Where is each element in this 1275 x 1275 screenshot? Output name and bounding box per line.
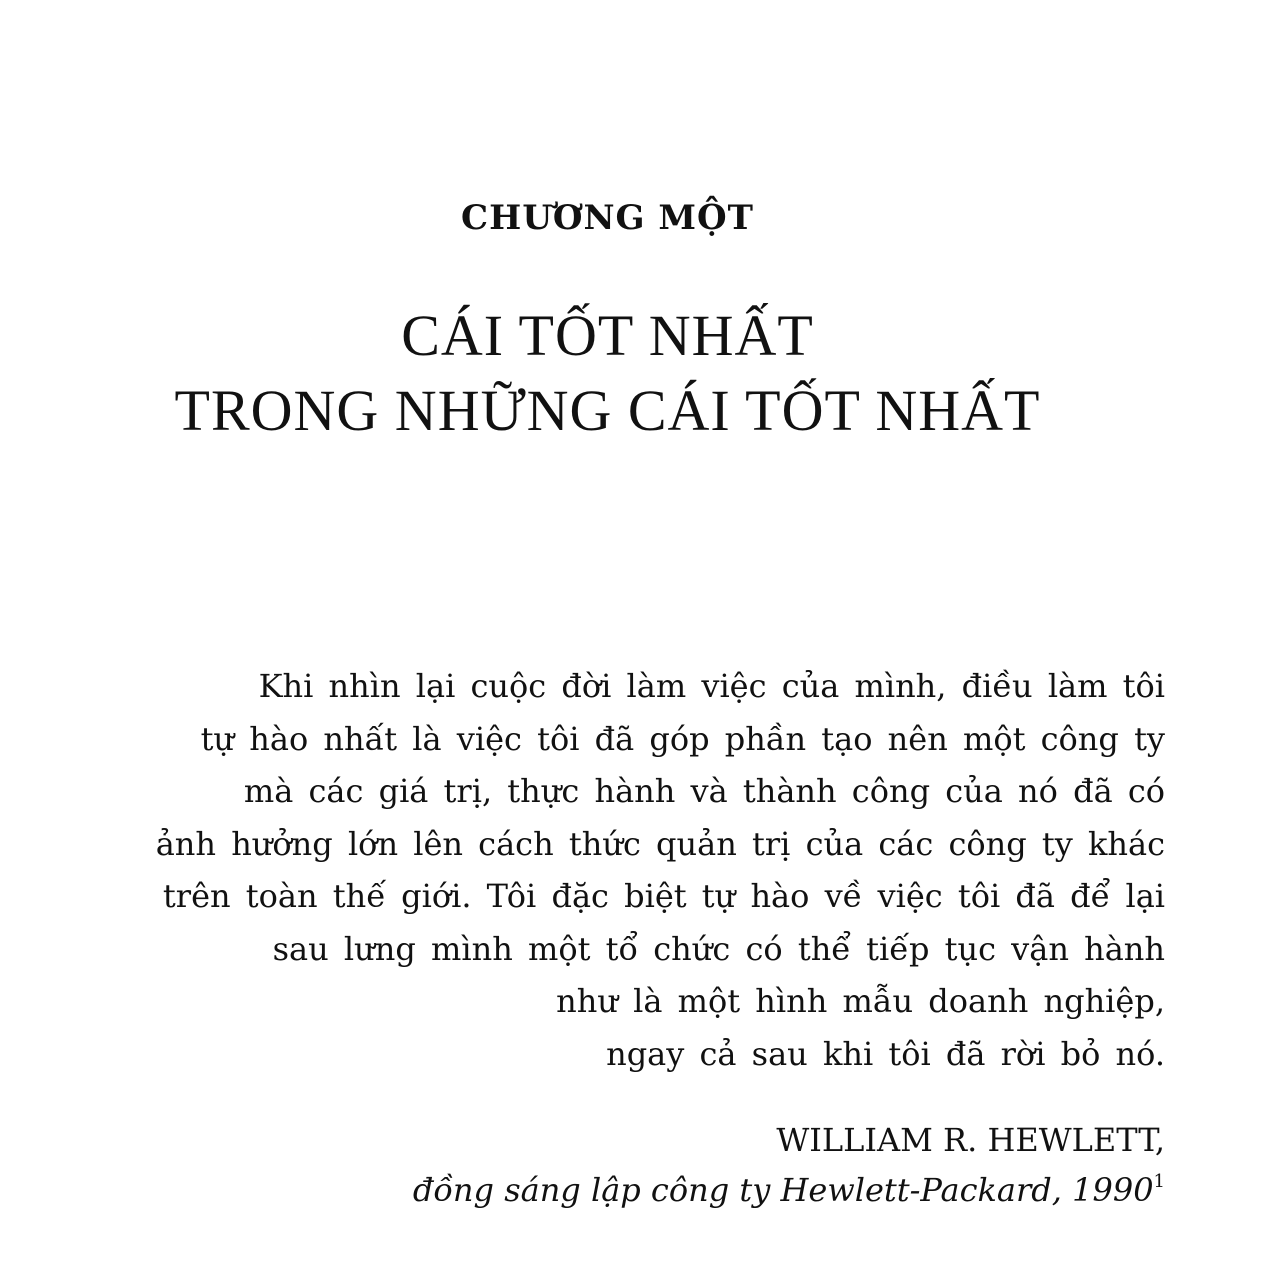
quote-line: sau lưng mình một tổ chức có thể tiếp tục vận hành [272, 929, 1165, 968]
chapter-title-line: TRONG NHỮNG CÁI TỐT NHẤT [174, 378, 1041, 443]
quote-line: Khi nhìn lại cuộc đời làm việc của mình, điều làm tôi [258, 667, 1165, 705]
quote-line: tự hào nhất là việc tôi đã góp phần tạo nên một công ty [200, 719, 1165, 758]
quote-line: mà các giá trị, thực hành và thành công của nó đã có [243, 772, 1165, 810]
attribution-author: WILLIAM R. HEWLETT, [776, 1121, 1165, 1159]
epigraph-attribution [165, 1115, 1165, 1215]
quote-line: trên toàn thế giới. Tôi đặc biệt tự hào về việc tôi đã để lại [162, 877, 1165, 915]
attribution-role [165, 1165, 1165, 1215]
chapter-label: CHƯƠNG MỘT [461, 198, 754, 238]
quote-line: ảnh hưởng lớn lên cách thức quản trị của các công ty khác [155, 824, 1165, 863]
attribution-role-text: đồng sáng lập công ty Hewlett-Packard, 1990 [412, 1171, 1154, 1209]
epigraph-quote [65, 660, 1165, 1080]
chapter-title [0, 298, 1215, 448]
chapter-title-line: CÁI TỐT NHẤT [401, 303, 814, 368]
quote-line: như là một hình mẫu doanh nghiệp, [556, 982, 1165, 1020]
footnote-marker: 1 [1153, 1171, 1165, 1192]
quote-line: ngay cả sau khi tôi đã rời bỏ nó. [606, 1034, 1165, 1073]
